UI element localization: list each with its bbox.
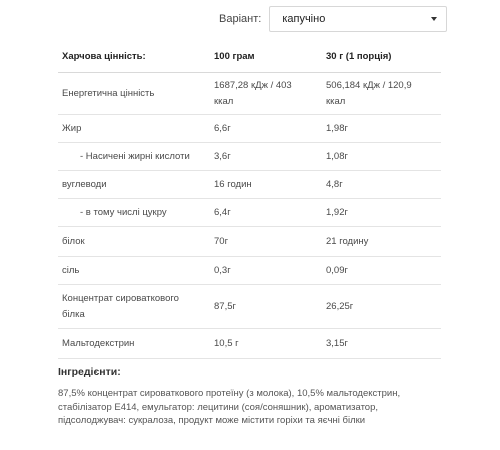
value-per-serving: 506,184 кДж / 120,9 ккал xyxy=(322,73,441,115)
header-nutrition-value: Харчова цінність: xyxy=(58,41,210,73)
value-per-100g: 6,4г xyxy=(210,199,322,227)
chevron-down-icon xyxy=(431,17,437,21)
table-row xyxy=(58,171,441,199)
ingredients-heading: Інгредієнти: xyxy=(58,366,121,378)
value-per-100g: 6,6г xyxy=(210,115,322,143)
table-row xyxy=(58,227,441,257)
value-per-serving: 26,25г xyxy=(322,285,441,329)
table-row xyxy=(58,257,441,285)
value-per-serving: 1,08г xyxy=(322,143,441,171)
header-per-serving: 30 г (1 порція) xyxy=(322,41,441,73)
table-row xyxy=(58,73,441,115)
value-per-100g: 87,5г xyxy=(210,285,322,329)
nutrition-table xyxy=(58,41,441,359)
value-per-100g: 70г xyxy=(210,227,322,257)
value-per-serving: 0,09г xyxy=(322,257,441,285)
value-per-serving: 21 годину xyxy=(322,227,441,257)
value-per-serving: 1,98г xyxy=(322,115,441,143)
ingredients-text: 87,5% концентрат сироваткового протеїну (з молока), 10,5% мальтодекстрин, стабілізатор E414, емульгатор: лецитини (соя/соняшник), ароматизатор, підсолоджувач: сукралоза, продукт може містити горіхи та яєчні білки xyxy=(58,388,401,427)
nutrient-name: білок xyxy=(58,227,210,257)
variant-selector-row xyxy=(219,6,447,32)
value-per-serving: 4,8г xyxy=(322,171,441,199)
variant-select[interactable] xyxy=(269,6,447,32)
variant-label: Варіант: xyxy=(219,13,262,25)
header-per-100g: 100 грам xyxy=(210,41,322,73)
value-per-100g: 10,5 г xyxy=(210,329,322,359)
table-row xyxy=(58,199,441,227)
table-row xyxy=(58,115,441,143)
value-per-100g: 0,3г xyxy=(210,257,322,285)
nutrient-name: Концентрат сироваткового білка xyxy=(58,285,210,329)
value-per-100g: 16 годин xyxy=(210,171,322,199)
nutrient-name: - в тому числі цукру xyxy=(58,199,210,227)
table-row xyxy=(58,143,441,171)
value-per-serving: 3,15г xyxy=(322,329,441,359)
nutrient-name: вуглеводи xyxy=(58,171,210,199)
table-row xyxy=(58,285,441,329)
value-per-serving: 1,92г xyxy=(322,199,441,227)
nutrient-name: Жир xyxy=(58,115,210,143)
value-per-100g: 1687,28 кДж / 403 ккал xyxy=(210,73,322,115)
nutrient-name: - Насичені жирні кислоти xyxy=(58,143,210,171)
nutrient-name: сіль xyxy=(58,257,210,285)
value-per-100g: 3,6г xyxy=(210,143,322,171)
nutrient-name: Мальтодекстрин xyxy=(58,329,210,359)
table-header-row xyxy=(58,41,441,73)
variant-selected-value: капучіно xyxy=(282,13,326,25)
table-row xyxy=(58,329,441,359)
nutrient-name: Енергетична цінність xyxy=(58,73,210,115)
